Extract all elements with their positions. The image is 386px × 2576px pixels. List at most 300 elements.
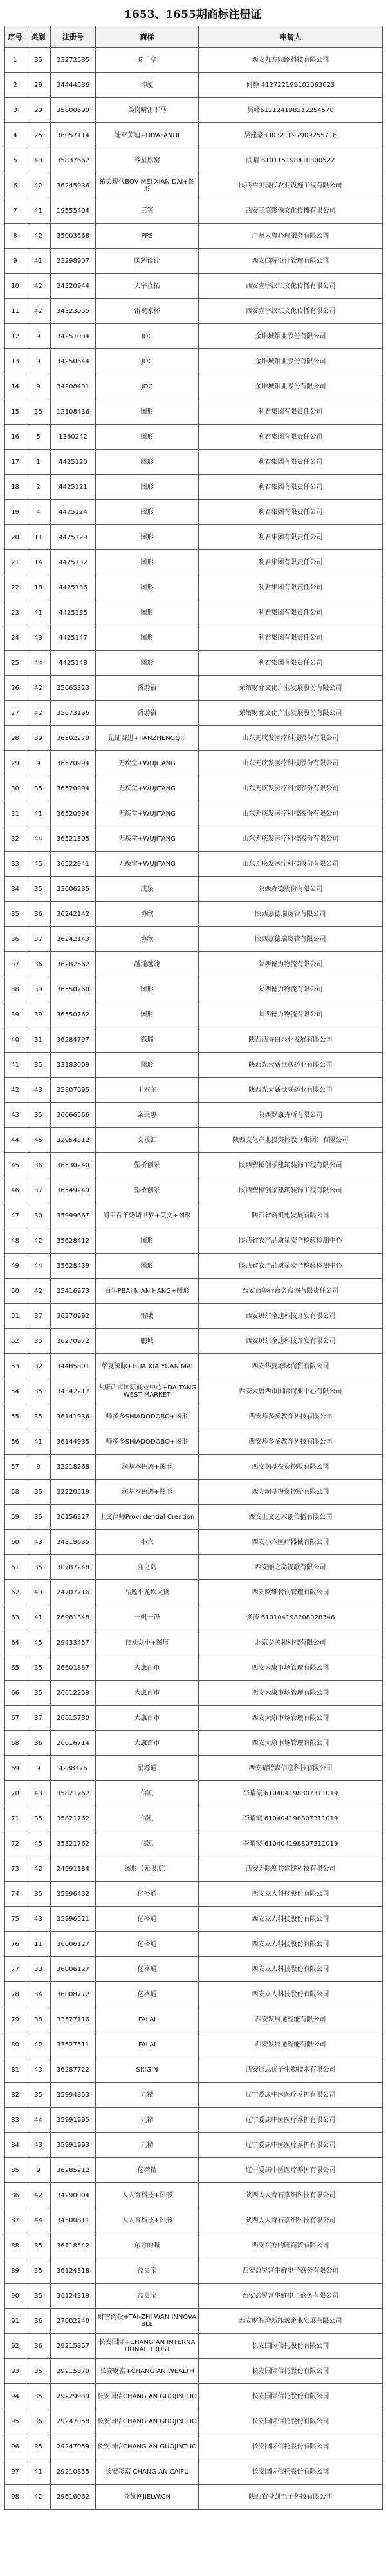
cell-index: 92 bbox=[5, 2334, 26, 2359]
cell-index: 49 bbox=[5, 1254, 26, 1279]
cell-trademark: 图形 bbox=[96, 525, 199, 550]
cell-trademark: 祐美现代BOV MEI XIAN DAI+图形 bbox=[96, 173, 199, 198]
cell-index: 66 bbox=[5, 1681, 26, 1706]
table-row bbox=[5, 2007, 383, 2032]
cell-trademark: JDC bbox=[96, 324, 199, 349]
cell-class: 35 bbox=[26, 2434, 51, 2459]
cell-reg-no: 1360242 bbox=[51, 425, 96, 450]
cell-reg-no: 29229939 bbox=[51, 2384, 96, 2409]
table-row bbox=[5, 801, 383, 826]
cell-index: 47 bbox=[5, 1203, 26, 1228]
cell-trademark: 长安国信CHANG AN GUOJINTUO bbox=[96, 2409, 199, 2434]
cell-trademark: 益昊宝 bbox=[96, 2284, 199, 2309]
cell-applicant: 山东无疾发医疗科技股份有限公司 bbox=[199, 801, 383, 826]
cell-reg-no: 35996432 bbox=[51, 1882, 96, 1907]
table-row bbox=[5, 1655, 383, 1681]
cell-class: 42 bbox=[26, 274, 51, 299]
cell-applicant: 利君集团有限责任公司 bbox=[199, 625, 383, 651]
cell-index: 10 bbox=[5, 274, 26, 299]
cell-applicant: 陕西西寻白果业发展有限公司 bbox=[199, 1027, 383, 1053]
cell-index: 52 bbox=[5, 1329, 26, 1354]
cell-applicant: 西安迪思优子生物技术有限公司 bbox=[199, 2057, 383, 2083]
cell-index: 28 bbox=[5, 726, 26, 751]
cell-trademark: 长安国际+CHANG AN INTERNATIONAL TRUST bbox=[96, 2334, 199, 2359]
cell-applicant: 西安丽之岛视歌有限公司 bbox=[199, 1555, 383, 1580]
cell-trademark: 图形 bbox=[96, 475, 199, 500]
cell-trademark: 师多多SHIADODOBO+图形 bbox=[96, 1404, 199, 1429]
table-row bbox=[5, 550, 383, 575]
cell-class: 35 bbox=[26, 1053, 51, 1078]
cell-class: 35 bbox=[26, 2083, 51, 2108]
cell-trademark: 图形 bbox=[96, 575, 199, 600]
cell-reg-no: 36057114 bbox=[51, 123, 96, 148]
cell-trademark: FALAI bbox=[96, 2032, 199, 2057]
cell-reg-no: 35003668 bbox=[51, 224, 96, 249]
cell-trademark: 协欣 bbox=[96, 927, 199, 952]
cell-trademark: 协欣 bbox=[96, 902, 199, 927]
cell-class: 43 bbox=[26, 1078, 51, 1103]
cell-reg-no: 26601887 bbox=[51, 1655, 96, 1681]
cell-class: 42 bbox=[26, 224, 51, 249]
cell-trademark: FALAI bbox=[96, 2007, 199, 2032]
table-row bbox=[5, 1053, 383, 1078]
table-row bbox=[5, 751, 383, 776]
cell-class: 43 bbox=[26, 1907, 51, 1932]
cell-index: 21 bbox=[5, 550, 26, 575]
cell-index: 88 bbox=[5, 2233, 26, 2258]
cell-index: 16 bbox=[5, 425, 26, 450]
table-row bbox=[5, 73, 383, 98]
cell-reg-no: 26615730 bbox=[51, 1706, 96, 1731]
cell-trademark: 图形 bbox=[96, 450, 199, 475]
cell-reg-no: 19555404 bbox=[51, 198, 96, 224]
cell-class: 37 bbox=[26, 1304, 51, 1329]
cell-class: 18 bbox=[26, 575, 51, 600]
cell-reg-no: 34342217 bbox=[51, 1379, 96, 1404]
cell-trademark: 图形 bbox=[96, 550, 199, 575]
cell-reg-no: 35991993 bbox=[51, 2133, 96, 2158]
cell-reg-no: 4425148 bbox=[51, 651, 96, 676]
cell-index: 94 bbox=[5, 2384, 26, 2409]
cell-applicant: 陕西祐美现代农业设施工程有限公司 bbox=[199, 173, 383, 198]
cell-class: 35 bbox=[26, 2284, 51, 2309]
header-reg-no: 注册号 bbox=[51, 26, 96, 48]
cell-reg-no: 4425124 bbox=[51, 500, 96, 525]
cell-trademark: 图形 bbox=[96, 399, 199, 425]
cell-index: 14 bbox=[5, 374, 26, 399]
table-row bbox=[5, 1128, 383, 1153]
cell-class: 25 bbox=[26, 123, 51, 148]
cell-trademark: 鹏城 bbox=[96, 1329, 199, 1354]
cell-trademark: 润基本色调+图形 bbox=[96, 1480, 199, 1505]
cell-reg-no: 35665323 bbox=[51, 676, 96, 701]
cell-applicant: 陕西省农产品质量安全检验检测中心 bbox=[199, 1254, 383, 1279]
cell-class: 43 bbox=[26, 148, 51, 173]
cell-reg-no: 35416973 bbox=[51, 1279, 96, 1304]
cell-trademark: 大康百市 bbox=[96, 1681, 199, 1706]
cell-trademark: 师多多SHIADODOBO+图形 bbox=[96, 1429, 199, 1455]
cell-class: 35 bbox=[26, 877, 51, 902]
cell-class: 4 bbox=[26, 500, 51, 525]
cell-reg-no: 36521305 bbox=[51, 826, 96, 852]
cell-trademark: 无疾堂+WUJITANG bbox=[96, 776, 199, 801]
cell-index: 68 bbox=[5, 1731, 26, 1756]
cell-applicant: 利君集团有限责任公司 bbox=[199, 550, 383, 575]
table-row bbox=[5, 676, 383, 701]
cell-applicant: 北京乡关和科技有限公司 bbox=[199, 1630, 383, 1655]
table-row bbox=[5, 1304, 383, 1329]
cell-class: 9 bbox=[26, 2158, 51, 2183]
cell-index: 26 bbox=[5, 676, 26, 701]
cell-reg-no: 36118542 bbox=[51, 2233, 96, 2258]
cell-trademark: 越通越能 bbox=[96, 952, 199, 977]
cell-applicant: 陕西塑桥创景建筑装饰工程有限公司 bbox=[199, 1153, 383, 1178]
cell-trademark: 大康百市 bbox=[96, 1731, 199, 1756]
cell-applicant: 西安无限度共建健科技有限公司 bbox=[199, 1856, 383, 1882]
table-row bbox=[5, 1957, 383, 1982]
table-row bbox=[5, 173, 383, 198]
cell-trademark: 雷视家杯 bbox=[96, 299, 199, 324]
cell-applicant: 陕西嘉德瑞资管有限公司 bbox=[199, 902, 383, 927]
cell-class: 44 bbox=[26, 2208, 51, 2233]
cell-applicant: 金堆城钼业股份有限公司 bbox=[199, 374, 383, 399]
cell-applicant: 陕西文化产业投资控股（集团）有限公司 bbox=[199, 1128, 383, 1153]
table-row bbox=[5, 625, 383, 651]
table-row bbox=[5, 2158, 383, 2183]
cell-applicant: 陕西德力物流有限公司 bbox=[199, 952, 383, 977]
cell-reg-no: 36008772 bbox=[51, 1982, 96, 2007]
cell-index: 93 bbox=[5, 2359, 26, 2384]
cell-class: 36 bbox=[26, 2409, 51, 2434]
cell-class: 35 bbox=[26, 1404, 51, 1429]
cell-trademark: 图形 bbox=[96, 600, 199, 625]
cell-applicant: 西安三笠影像文化传播有限公司 bbox=[199, 198, 383, 224]
cell-applicant: 广州大粤心理服务有限公司 bbox=[199, 224, 383, 249]
cell-reg-no: 36550760 bbox=[51, 977, 96, 1002]
cell-applicant: 荣缙财育文化产业发展股份有限公司 bbox=[199, 701, 383, 726]
cell-trademark: 无疾堂+WUJITANG bbox=[96, 751, 199, 776]
cell-applicant: 利君集团有限责任公司 bbox=[199, 575, 383, 600]
cell-index: 19 bbox=[5, 500, 26, 525]
cell-index: 76 bbox=[5, 1932, 26, 1957]
cell-trademark: 长安国信CHANG AN GUOJINTUO bbox=[96, 2384, 199, 2409]
cell-index: 91 bbox=[5, 2309, 26, 2334]
table-row bbox=[5, 2133, 383, 2158]
cell-applicant: 陕西德力物流有限公司 bbox=[199, 1002, 383, 1027]
cell-class: 42 bbox=[26, 2183, 51, 2208]
cell-reg-no: 36124319 bbox=[51, 2284, 96, 2309]
cell-applicant: 西安大康市场管理有限公司 bbox=[199, 1655, 383, 1681]
cell-index: 77 bbox=[5, 1957, 26, 1982]
cell-reg-no: 34251034 bbox=[51, 324, 96, 349]
cell-reg-no: 33272585 bbox=[51, 48, 96, 73]
cell-class: 42 bbox=[26, 2485, 51, 2510]
cell-class: 44 bbox=[26, 651, 51, 676]
table-row bbox=[5, 2258, 383, 2284]
table-row bbox=[5, 2057, 383, 2083]
cell-class: 42 bbox=[26, 1279, 51, 1304]
cell-trademark: 图形 bbox=[96, 625, 199, 651]
cell-index: 9 bbox=[5, 249, 26, 274]
cell-reg-no: 4425120 bbox=[51, 450, 96, 475]
cell-index: 34 bbox=[5, 877, 26, 902]
cell-trademark: 九精 bbox=[96, 2133, 199, 2158]
cell-trademark: 星源通 bbox=[96, 1756, 199, 1781]
cell-reg-no: 35628412 bbox=[51, 1228, 96, 1254]
cell-trademark: 华夏源脉+HUA XIA YUAN MAI bbox=[96, 1354, 199, 1379]
cell-applicant: 陕西省商机电发展有限公司 bbox=[199, 1203, 383, 1228]
cell-trademark: 图形 bbox=[96, 425, 199, 450]
cell-index: 89 bbox=[5, 2258, 26, 2284]
cell-applicant: 陕西光大新世联药业有限公司 bbox=[199, 1078, 383, 1103]
cell-trademark: 财智湾投+TAI-ZHI WAN INNOVABLE bbox=[96, 2309, 199, 2334]
cell-index: 41 bbox=[5, 1053, 26, 1078]
table-row bbox=[5, 2083, 383, 2108]
table-row bbox=[5, 1982, 383, 2007]
cell-reg-no: 36245936 bbox=[51, 173, 96, 198]
cell-trademark: 一帆一锋 bbox=[96, 1605, 199, 1630]
table-row bbox=[5, 1681, 383, 1706]
cell-reg-no: 4425147 bbox=[51, 625, 96, 651]
cell-class: 43 bbox=[26, 2133, 51, 2158]
table-row bbox=[5, 2459, 383, 2485]
cell-applicant: 西安华夏源脉商贸有限公司 bbox=[199, 1354, 383, 1379]
cell-class: 33 bbox=[26, 1957, 51, 1982]
cell-reg-no: 24991184 bbox=[51, 1856, 96, 1882]
cell-class: 42 bbox=[26, 2032, 51, 2057]
cell-class: 43 bbox=[26, 1580, 51, 1605]
cell-trademark: 文枝汇 bbox=[96, 1128, 199, 1153]
trademark-table bbox=[4, 26, 383, 2510]
cell-index: 31 bbox=[5, 801, 26, 826]
cell-applicant: 西安小六医疗器械有限公司 bbox=[199, 1530, 383, 1555]
cell-reg-no: 36066566 bbox=[51, 1103, 96, 1128]
table-row bbox=[5, 2334, 383, 2359]
table-row bbox=[5, 826, 383, 852]
cell-applicant: 辽宁爱康中医医疗养护有限公司 bbox=[199, 2158, 383, 2183]
cell-class: 41 bbox=[26, 801, 51, 826]
cell-index: 56 bbox=[5, 1429, 26, 1455]
cell-trademark: 大唐西市国际商业中心+DA TANG WEST MARKET bbox=[96, 1379, 199, 1404]
cell-trademark: 坤厦 bbox=[96, 73, 199, 98]
cell-reg-no: 35800699 bbox=[51, 98, 96, 123]
cell-trademark: 味千亭 bbox=[96, 48, 199, 73]
table-row bbox=[5, 1329, 383, 1354]
cell-index: 40 bbox=[5, 1027, 26, 1053]
cell-class: 41 bbox=[26, 249, 51, 274]
cell-class: 42 bbox=[26, 1856, 51, 1882]
cell-index: 43 bbox=[5, 1103, 26, 1128]
cell-trademark: 信凯 bbox=[96, 1806, 199, 1831]
table-row bbox=[5, 500, 383, 525]
cell-applicant: 西安润基投资控股有限公司 bbox=[199, 1455, 383, 1480]
table-row bbox=[5, 1882, 383, 1907]
cell-applicant: 利君集团有限责任公司 bbox=[199, 500, 383, 525]
cell-trademark: 长安财富+CHANG AN WEALTH bbox=[96, 2359, 199, 2384]
header-class: 类别 bbox=[26, 26, 51, 48]
cell-index: 58 bbox=[5, 1480, 26, 1505]
cell-reg-no: 36520994 bbox=[51, 776, 96, 801]
cell-reg-no: 34444586 bbox=[51, 73, 96, 98]
table-row bbox=[5, 1002, 383, 1027]
cell-applicant: 西安国辉设计管理有限公司 bbox=[199, 249, 383, 274]
cell-class: 43 bbox=[26, 625, 51, 651]
cell-reg-no: 33183009 bbox=[51, 1053, 96, 1078]
cell-applicant: 西安立人科技股份有限公司 bbox=[199, 1882, 383, 1907]
cell-applicant: 陕西省苍凯电子科技有限公司 bbox=[199, 2485, 383, 2510]
cell-class: 11 bbox=[26, 1932, 51, 1957]
table-row bbox=[5, 274, 383, 299]
table-row bbox=[5, 726, 383, 751]
cell-reg-no: 36520994 bbox=[51, 751, 96, 776]
cell-class: 42 bbox=[26, 676, 51, 701]
cell-applicant: 西安大康市场管理有限公司 bbox=[199, 1706, 383, 1731]
table-row bbox=[5, 1279, 383, 1304]
cell-applicant: 西安益昊富生鲜电子商务有限公司 bbox=[199, 2284, 383, 2309]
cell-index: 15 bbox=[5, 399, 26, 425]
cell-trademark: 信凯 bbox=[96, 1831, 199, 1856]
cell-reg-no: 34290004 bbox=[51, 2183, 96, 2208]
cell-applicant: 西安上文艺术创传播有限公司 bbox=[199, 1505, 383, 1530]
cell-reg-no: 32218268 bbox=[51, 1455, 96, 1480]
cell-class: 37 bbox=[26, 1178, 51, 1203]
cell-reg-no: 26616714 bbox=[51, 1731, 96, 1756]
cell-reg-no: 36006127 bbox=[51, 1932, 96, 1957]
cell-index: 71 bbox=[5, 1806, 26, 1831]
cell-index: 87 bbox=[5, 2208, 26, 2233]
cell-reg-no: 36285212 bbox=[51, 2158, 96, 2183]
cell-index: 83 bbox=[5, 2108, 26, 2133]
cell-class: 41 bbox=[26, 1605, 51, 1630]
table-row bbox=[5, 1354, 383, 1379]
cell-applicant: 西安立人科技股份有限公司 bbox=[199, 1907, 383, 1932]
cell-class: 43 bbox=[26, 1530, 51, 1555]
cell-trademark: 丽之岛 bbox=[96, 1555, 199, 1580]
table-row bbox=[5, 2409, 383, 2434]
cell-applicant: 陕西嘉德瑞资管有限公司 bbox=[199, 927, 383, 952]
table-row bbox=[5, 249, 383, 274]
cell-reg-no: 35996521 bbox=[51, 1907, 96, 1932]
cell-index: 25 bbox=[5, 651, 26, 676]
cell-applicant: 山东无疾发医疗科技股份有限公司 bbox=[199, 751, 383, 776]
cell-trademark: 迪亚芙迪+DIYAFANDI bbox=[96, 123, 199, 148]
cell-class: 41 bbox=[26, 600, 51, 625]
cell-index: 53 bbox=[5, 1354, 26, 1379]
cell-trademark: 亿格通 bbox=[96, 1982, 199, 2007]
cell-class: 14 bbox=[26, 550, 51, 575]
cell-applicant: 李晴霞 610404198807311019 bbox=[199, 1806, 383, 1831]
cell-reg-no: 36242143 bbox=[51, 927, 96, 952]
cell-index: 62 bbox=[5, 1580, 26, 1605]
cell-class: 35 bbox=[26, 2384, 51, 2409]
cell-class: 1 bbox=[26, 450, 51, 475]
cell-trademark: 图形 bbox=[96, 1053, 199, 1078]
cell-reg-no: 35999667 bbox=[51, 1203, 96, 1228]
cell-trademark: 图形 bbox=[96, 977, 199, 1002]
table-row bbox=[5, 651, 383, 676]
cell-reg-no: 36284797 bbox=[51, 1027, 96, 1053]
cell-class: 9 bbox=[26, 374, 51, 399]
cell-reg-no: 29247059 bbox=[51, 2434, 96, 2459]
cell-trademark: 小六 bbox=[96, 1530, 199, 1555]
table-row bbox=[5, 1254, 383, 1279]
table-row bbox=[5, 927, 383, 952]
cell-class: 35 bbox=[26, 2258, 51, 2284]
cell-trademark: 图形 bbox=[96, 651, 199, 676]
cell-trademark: 爵游宿 bbox=[96, 701, 199, 726]
table-row bbox=[5, 575, 383, 600]
cell-applicant: 陕西罗康卉所有限公司 bbox=[199, 1103, 383, 1128]
cell-class: 36 bbox=[26, 1153, 51, 1178]
cell-class: 29 bbox=[26, 98, 51, 123]
table-row bbox=[5, 2384, 383, 2409]
cell-class: 42 bbox=[26, 701, 51, 726]
table-row bbox=[5, 977, 383, 1002]
cell-trademark: 亿格通 bbox=[96, 1907, 199, 1932]
cell-reg-no: 29433457 bbox=[51, 1630, 96, 1655]
cell-applicant: 何静 412722199102063623 bbox=[199, 73, 383, 98]
cell-trademark: 无疾堂+WUJITANG bbox=[96, 852, 199, 877]
cell-class: 44 bbox=[26, 826, 51, 852]
cell-applicant: 西安立人科技股份有限公司 bbox=[199, 1957, 383, 1982]
table-row bbox=[5, 525, 383, 550]
cell-index: 44 bbox=[5, 1128, 26, 1153]
cell-reg-no: 32220519 bbox=[51, 1480, 96, 1505]
cell-class: 35 bbox=[26, 2359, 51, 2384]
table-row bbox=[5, 1706, 383, 1731]
cell-applicant: 金堆城钼业股份有限公司 bbox=[199, 349, 383, 374]
cell-trademark: 人人育科技+图形 bbox=[96, 2208, 199, 2233]
cell-index: 61 bbox=[5, 1555, 26, 1580]
cell-reg-no: 32954312 bbox=[51, 1128, 96, 1153]
table-row bbox=[5, 324, 383, 349]
cell-reg-no: 36287722 bbox=[51, 2057, 96, 2083]
cell-reg-no: 36141936 bbox=[51, 1404, 96, 1429]
table-row bbox=[5, 1831, 383, 1856]
cell-class: 35 bbox=[26, 776, 51, 801]
cell-index: 59 bbox=[5, 1505, 26, 1530]
cell-trademark: 信凯 bbox=[96, 1781, 199, 1806]
cell-applicant: 陕西德力物流有限公司 bbox=[199, 977, 383, 1002]
cell-class: 41 bbox=[26, 198, 51, 224]
cell-index: 33 bbox=[5, 852, 26, 877]
cell-index: 37 bbox=[5, 952, 26, 977]
cell-applicant: 利君集团有限责任公司 bbox=[199, 651, 383, 676]
cell-trademark: 润基本色调+图形 bbox=[96, 1455, 199, 1480]
table-row bbox=[5, 1932, 383, 1957]
cell-reg-no: 36006127 bbox=[51, 1957, 96, 1982]
cell-applicant: 长安国际信托股份有限公司 bbox=[199, 2459, 383, 2485]
table-row bbox=[5, 1781, 383, 1806]
table-row bbox=[5, 224, 383, 249]
cell-trademark: SKIGIN bbox=[96, 2057, 199, 2083]
cell-index: 5 bbox=[5, 148, 26, 173]
table-row bbox=[5, 1555, 383, 1580]
cell-trademark: 苍凯网JIELW.CN bbox=[96, 2485, 199, 2510]
cell-reg-no: 36124318 bbox=[51, 2258, 96, 2284]
cell-class: 36 bbox=[26, 902, 51, 927]
cell-reg-no: 27002240 bbox=[51, 2309, 96, 2334]
cell-trademark: 图形 bbox=[96, 1002, 199, 1027]
cell-class: 39 bbox=[26, 726, 51, 751]
cell-reg-no: 29616062 bbox=[51, 2485, 96, 2510]
cell-reg-no: 35821762 bbox=[51, 1831, 96, 1856]
table-row bbox=[5, 299, 383, 324]
cell-applicant: 西安润基投资控股有限公司 bbox=[199, 1480, 383, 1505]
cell-applicant: 长安国际信托股份有限公司 bbox=[199, 2409, 383, 2434]
cell-index: 81 bbox=[5, 2057, 26, 2083]
table-row bbox=[5, 1605, 383, 1630]
